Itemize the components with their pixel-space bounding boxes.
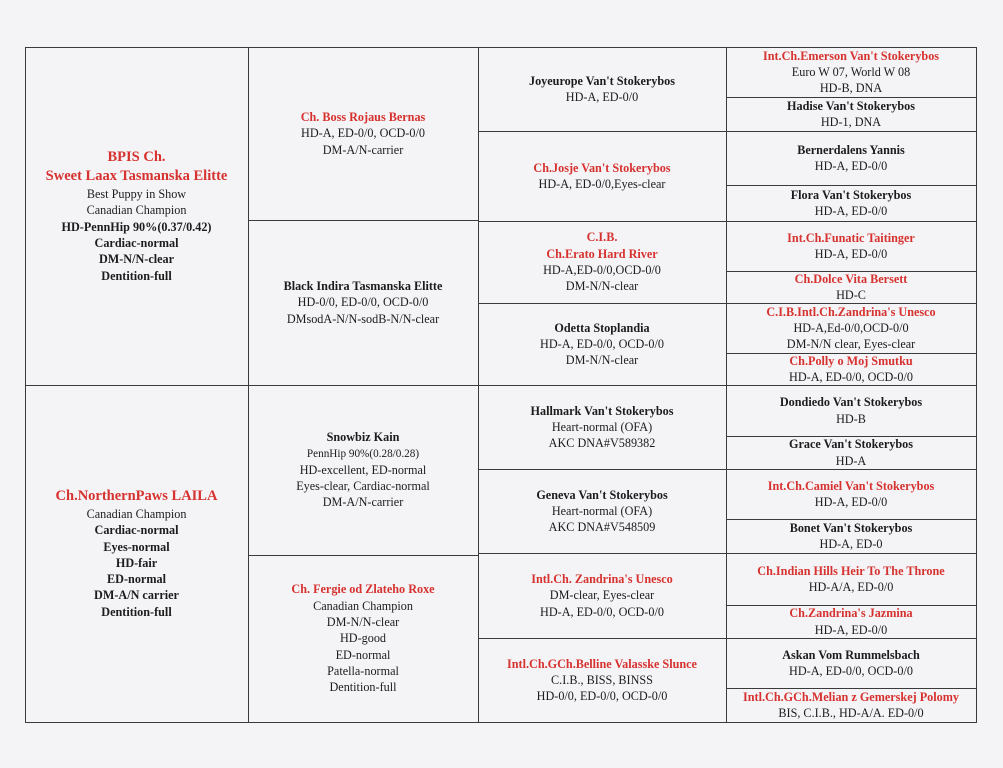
ancestor-gen4-12	[726, 519, 976, 553]
dog-name: Geneva Van't Stokerybos	[536, 487, 668, 502]
dog-detail: DM-clear, Eyes-clear	[549, 588, 655, 603]
dog-detail: HD-A, ED-0/0	[814, 247, 888, 261]
dog-name: Ch.Erato Hard River	[546, 246, 658, 261]
dog-name: Ch.Josje Van't Stokerybos	[533, 160, 671, 175]
dog-detail: HD-good	[339, 631, 387, 646]
dog-name: Odetta Stoplandia	[554, 320, 650, 335]
dog-detail: Canadian Champion	[86, 506, 187, 521]
dog-name: Ch.NorthernPaws LAILA	[55, 487, 218, 504]
dog-detail: HD-B	[836, 411, 866, 426]
dog-detail: HD-PennHip 90%(0.37/0.42)	[61, 219, 212, 234]
dog-detail: ED-normal	[335, 647, 391, 662]
dog-detail: Best Puppy in Show	[86, 187, 187, 202]
dog-detail: HD-C	[836, 288, 866, 302]
dog-detail: HD-A,ED-0/0,OCD-0/0	[543, 263, 661, 277]
dog-detail: DM-N/N clear, Eyes-clear	[786, 337, 916, 352]
dog-detail: BIS, C.I.B., HD-A/A. ED-0/0	[778, 706, 924, 720]
ancestor-dam	[25, 385, 248, 722]
dog-detail: HD-B, DNA	[819, 81, 883, 96]
dog-name: Int.Ch.Funatic Taitinger	[787, 230, 915, 245]
dog-detail: ED-normal	[107, 572, 166, 587]
dog-name: Hadise Van't Stokerybos	[787, 98, 915, 113]
dog-detail: Eyes-normal	[103, 539, 170, 554]
dog-detail: HD-A, ED-0/0	[814, 622, 888, 637]
dog-detail: HD-A, ED-0/0, OCD-0/0	[789, 664, 913, 678]
row-rule	[726, 722, 977, 723]
row-rule	[248, 722, 479, 723]
dog-detail: Dentition-full	[101, 604, 172, 619]
dog-name: Ch.Polly o Moj Smutku	[789, 353, 913, 368]
dog-detail: HD-A, ED-0/0, OCD-0/0	[301, 126, 425, 141]
ancestor-gen3-2	[478, 131, 726, 221]
dog-detail: HD-0/0, ED-0/0, OCD-0/0	[536, 689, 668, 704]
ancestor-gen4-13	[726, 553, 976, 605]
dog-detail: PennHip 90%(0.28/0.28)	[306, 447, 420, 460]
dog-detail: Cardiac-normal	[94, 523, 179, 538]
dog-name: Sweet Laax Tasmanska Elitte	[45, 168, 228, 185]
ancestor-gen2-1	[248, 47, 478, 220]
dog-name: Ch.Dolce Vita Bersett	[794, 271, 908, 286]
dog-detail: HD-A, ED-0/0, OCD-0/0	[540, 336, 664, 351]
dog-detail: Dentition-full	[101, 268, 172, 283]
dog-name: Black Indira Tasmanska Elitte	[283, 279, 443, 294]
row-rule	[25, 722, 249, 723]
dog-detail: Euro W 07, World W 08	[791, 64, 911, 79]
dog-name: C.I.B.	[586, 230, 618, 245]
dog-detail: HD-A/A, ED-0/0	[808, 580, 894, 594]
dog-detail: HD-A	[835, 453, 867, 468]
dog-detail: HD-A,Ed-0/0,OCD-0/0	[793, 320, 909, 335]
dog-name: Ch.Zandrina's Jazmina	[789, 606, 913, 621]
ancestor-gen2-2	[248, 220, 478, 385]
ancestor-gen4-1	[726, 47, 976, 97]
dog-detail: Patella-normal	[327, 663, 399, 678]
dog-name: Ch. Boss Rojaus Bernas	[300, 110, 426, 125]
dog-name: Flora Van't Stokerybos	[790, 187, 912, 202]
dog-detail: AKC DNA#V589382	[548, 436, 656, 451]
ancestor-gen3-1	[478, 47, 726, 131]
ancestor-gen2-3	[248, 385, 478, 555]
dog-detail: Heart-normal (OFA)	[551, 419, 653, 434]
dog-detail: Dentition-full	[329, 680, 397, 695]
dog-detail: C.I.B., BISS, BINSS	[551, 672, 653, 687]
dog-detail: DM-N/N-clear	[326, 615, 400, 630]
ancestor-gen4-9	[726, 385, 976, 436]
ancestor-gen3-5	[478, 385, 726, 469]
ancestor-gen2-4	[248, 555, 478, 722]
ancestor-gen3-6	[478, 469, 726, 553]
dog-name: Joyeurope Van't Stokerybos	[528, 73, 676, 88]
dog-detail: DM-A/N-carrier	[322, 495, 404, 510]
dog-name: Ch. Fergie od Zlateho Roxe	[291, 582, 435, 597]
ancestor-sire	[25, 47, 248, 385]
dog-detail: HD-A, ED-0/0, OCD-0/0	[540, 604, 664, 619]
dog-detail: HD-A, ED-0/0, OCD-0/0	[789, 370, 913, 384]
dog-detail: Heart-normal (OFA)	[551, 503, 653, 518]
ancestor-gen3-3	[478, 221, 726, 303]
ancestor-gen3-4	[478, 303, 726, 385]
dog-name: Dondiedo Van't Stokerybos	[779, 395, 923, 410]
ancestor-gen4-5	[726, 221, 976, 271]
dog-name: Grace Van't Stokerybos	[789, 437, 913, 452]
ancestor-gen3-7	[478, 553, 726, 638]
dog-detail: HD-0/0, ED-0/0, OCD-0/0	[297, 295, 429, 310]
dog-detail: Eyes-clear, Cardiac-normal	[296, 479, 430, 494]
dog-detail: HD-A, ED-0/0	[814, 204, 888, 218]
dog-name: Int.Ch.Emerson Van't Stokerybos	[762, 48, 940, 63]
dog-detail: HD-A, ED-0/0,Eyes-clear	[538, 177, 666, 191]
dog-detail: DM-N/N-clear	[98, 252, 175, 267]
ancestor-gen4-7	[726, 303, 976, 353]
dog-name: Bonet Van't Stokerybos	[789, 520, 913, 535]
ancestor-gen4-2	[726, 97, 976, 131]
dog-detail: HD-A, ED-0	[819, 537, 883, 551]
ancestor-gen4-8	[726, 353, 976, 385]
dog-detail: Cardiac-normal	[94, 236, 179, 250]
dog-detail: DM-A/N carrier	[94, 588, 179, 603]
dog-name: Bernerdalens Yannis	[797, 142, 905, 157]
dog-detail: HD-fair	[115, 555, 158, 570]
dog-name: Ch.Indian Hills Heir To The Throne	[757, 563, 945, 578]
dog-name: Snowbiz Kain	[326, 430, 400, 445]
dog-detail: Canadian Champion	[313, 598, 413, 613]
ancestor-gen4-16	[726, 688, 976, 722]
ancestor-gen4-3	[726, 131, 976, 185]
ancestor-gen4-10	[726, 436, 976, 469]
dog-detail: HD-A, ED-0/0	[565, 90, 639, 104]
dog-detail: HD-1, DNA	[820, 115, 882, 129]
dog-name: Intl.Ch.GCh.Melian z Gemerskej Polomy	[743, 689, 959, 704]
dog-name: Int.Ch.Camiel Van't Stokerybos	[767, 478, 935, 493]
dog-detail: AKC DNA#V548509	[548, 520, 656, 535]
ancestor-gen4-6	[726, 271, 976, 303]
dog-name: BPIS Ch.	[107, 149, 166, 166]
dog-detail: Canadian Champion	[86, 203, 187, 218]
ancestor-gen4-4	[726, 185, 976, 221]
ancestor-gen4-11	[726, 469, 976, 519]
dog-detail: DM-A/N-carrier	[322, 142, 404, 157]
ancestor-gen4-15	[726, 638, 976, 688]
dog-name: Intl.Ch.GCh.Belline Valasske Slunce	[507, 656, 697, 671]
dog-name: Intl.Ch. Zandrina's Unesco	[531, 572, 673, 587]
dog-detail: HD-A, ED-0/0	[814, 495, 888, 509]
pedigree-chart	[25, 47, 976, 722]
dog-detail: HD-excellent, ED-normal	[299, 462, 427, 477]
dog-detail: DM-N/N-clear	[565, 353, 639, 368]
ancestor-gen3-8	[478, 638, 726, 722]
dog-name: Askan Vom Rummelsbach	[782, 647, 920, 662]
dog-name: C.I.B.Intl.Ch.Zandrina's Unesco	[766, 304, 936, 319]
row-rule	[478, 722, 727, 723]
dog-detail: HD-A, ED-0/0	[814, 159, 888, 173]
ancestor-gen4-14	[726, 605, 976, 638]
dog-detail: DM-N/N-clear	[565, 279, 639, 294]
dog-name: Hallmark Van't Stokerybos	[530, 403, 674, 418]
dog-detail: DMsodA-N/N-sodB-N/N-clear	[286, 311, 440, 326]
